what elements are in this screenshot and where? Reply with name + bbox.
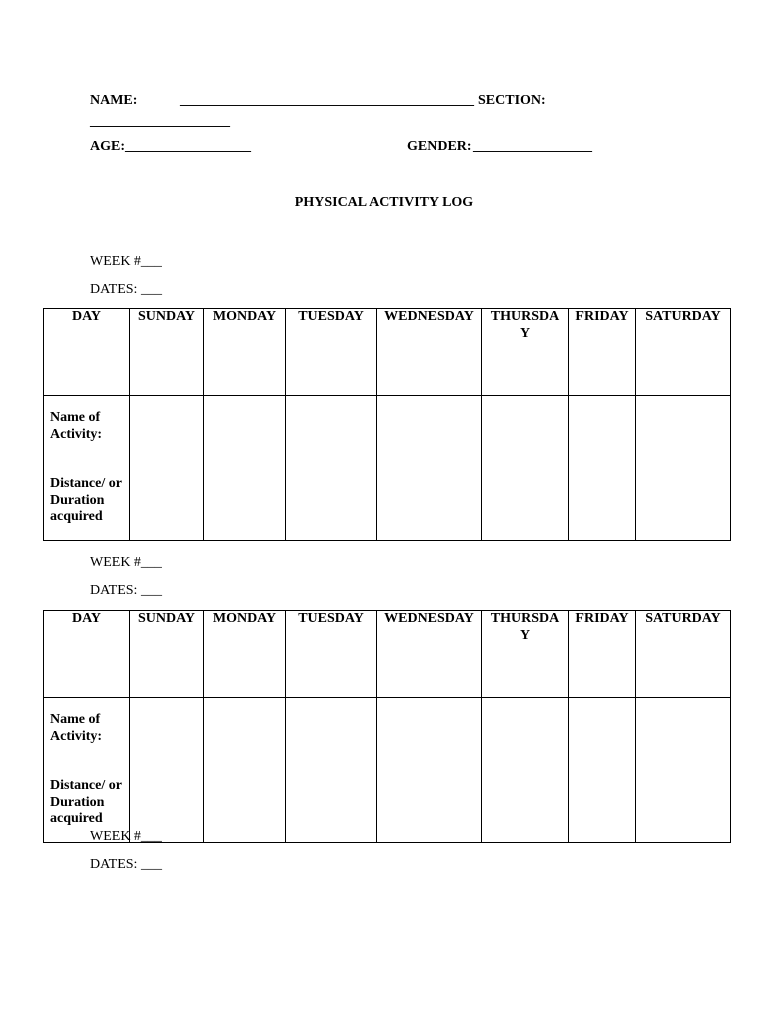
column-header-tuesday: TUESDAY — [286, 611, 377, 698]
column-header-monday: MONDAY — [204, 611, 286, 698]
entry-cell-sunday[interactable] — [130, 698, 204, 843]
entry-cell-saturday[interactable] — [636, 396, 731, 541]
thursday-label: THURSDAY — [490, 309, 560, 341]
column-header-friday: FRIDAY — [569, 309, 636, 396]
entry-cell-tuesday[interactable] — [286, 698, 377, 843]
column-header-wednesday: WEDNESDAY — [377, 309, 482, 396]
column-header-day: DAY — [44, 309, 130, 396]
thursday-label: THURSDAY — [490, 611, 560, 643]
week-dates-3[interactable]: DATES: ___ — [90, 857, 162, 872]
entry-cell-thursday[interactable] — [482, 698, 569, 843]
gender-label: GENDER: — [407, 139, 472, 154]
row-label-cell — [44, 698, 130, 843]
column-header-sunday: SUNDAY — [130, 309, 204, 396]
distance-duration-label: Distance/ or Duration acquired — [50, 778, 122, 826]
column-header-thursday — [482, 309, 569, 396]
section-label: SECTION: — [478, 93, 546, 108]
entry-cell-wednesday[interactable] — [377, 396, 482, 541]
entry-cell-monday[interactable] — [204, 396, 286, 541]
entry-cell-thursday[interactable] — [482, 396, 569, 541]
age-line[interactable]: __________________ — [125, 139, 251, 154]
week-number-2[interactable]: WEEK #___ — [90, 555, 162, 570]
column-header-sunday: SUNDAY — [130, 611, 204, 698]
entry-cell-wednesday[interactable] — [377, 698, 482, 843]
activity-table-week-1 — [43, 308, 731, 541]
name-line[interactable]: __________________________________________ — [180, 93, 474, 108]
week-dates-1[interactable]: DATES: ___ — [90, 282, 162, 297]
column-header-saturday: SATURDAY — [636, 309, 731, 396]
age-label: AGE: — [90, 139, 125, 154]
column-header-thursday — [482, 611, 569, 698]
gender-line[interactable]: _________________ — [473, 139, 592, 154]
page-title: PHYSICAL ACTIVITY LOG — [294, 195, 474, 210]
distance-duration-label: Distance/ or Duration acquired — [50, 476, 122, 524]
activity-table-week-2 — [43, 610, 731, 843]
entry-cell-saturday[interactable] — [636, 698, 731, 843]
entry-cell-friday[interactable] — [569, 698, 636, 843]
entry-cell-sunday[interactable] — [130, 396, 204, 541]
column-header-friday: FRIDAY — [569, 611, 636, 698]
week-number-3[interactable]: WEEK #___ — [90, 829, 162, 844]
name-label: NAME: — [90, 93, 138, 108]
section-line[interactable]: ____________________ — [90, 114, 230, 129]
entry-cell-monday[interactable] — [204, 698, 286, 843]
column-header-saturday: SATURDAY — [636, 611, 731, 698]
activity-name-label: Name of Activity: — [50, 712, 103, 744]
row-label-cell — [44, 396, 130, 541]
column-header-monday: MONDAY — [204, 309, 286, 396]
week-number-1[interactable]: WEEK #___ — [90, 254, 162, 269]
entry-cell-friday[interactable] — [569, 396, 636, 541]
column-header-day: DAY — [44, 611, 130, 698]
column-header-wednesday: WEDNESDAY — [377, 611, 482, 698]
column-header-tuesday: TUESDAY — [286, 309, 377, 396]
week-dates-2[interactable]: DATES: ___ — [90, 583, 162, 598]
activity-name-label: Name of Activity: — [50, 410, 103, 442]
entry-cell-tuesday[interactable] — [286, 396, 377, 541]
